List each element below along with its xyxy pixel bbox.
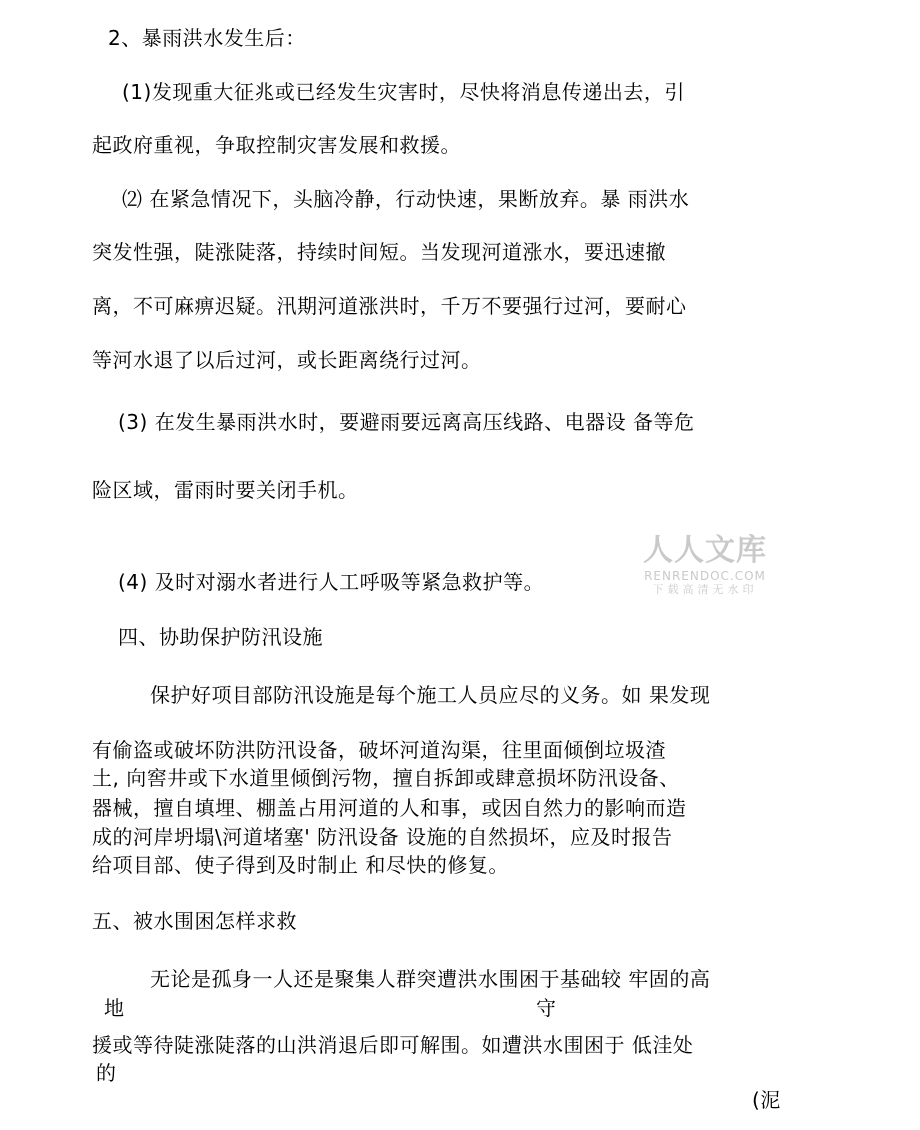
- text-line-1: 2、暴雨洪水发生后：: [108, 26, 306, 50]
- text-line-19: 无论是孤身一人还是聚集人群突遭洪水围困于基础较 牢固的高: [150, 967, 711, 991]
- text-line-8: (3) 在发生暴雨洪水时，要避雨要远离高压线路、电器设 备等危: [118, 410, 695, 434]
- text-line-10: (4) 及时对溺水者进行人工呼吸等紧急救护等。: [118, 570, 545, 594]
- text-fragment-shou: 守: [536, 996, 557, 1020]
- section-heading-5: 五、被水围困怎样求救: [92, 909, 297, 933]
- text-line-7: 等河水退了以后过河，或长距离绕行过河。: [92, 348, 482, 372]
- text-line-6: 离，不可麻痹迟疑。汛期河道涨洪时，千万不要强行过河，要耐心: [92, 294, 687, 318]
- text-line-3: 起政府重视，争取控制灾害发展和救援。: [92, 133, 461, 157]
- text-fragment-de: 的: [96, 1061, 117, 1085]
- text-line-17: 给项目部、使子得到及时制止 和尽快的修复。: [92, 853, 509, 877]
- section-heading-4: 四、协助保护防汛设施: [118, 625, 323, 649]
- watermark-slogan: 下载高清无水印: [652, 583, 758, 596]
- text-line-16: 成的河岸坍塌\河道堵塞' 防汛设备 设施的自然损坏，应及时报告: [92, 825, 673, 849]
- text-line-4: ⑵ 在紧急情况下，头脑冷静，行动快速，果断放弃。暴 雨洪水: [122, 187, 690, 211]
- watermark-logo: [630, 533, 780, 597]
- text-line-15: 器械，擅自填埋、棚盖占用河道的人和事，或因自然力的影响而造: [92, 796, 687, 820]
- text-fragment-ni: (泥: [752, 1088, 781, 1112]
- watermark-title: 人人文库: [643, 533, 767, 568]
- text-line-13: 有偷盗或破坏防洪防汛设备，破坏河道沟渠，往里面倾倒垃圾渣: [92, 738, 666, 762]
- watermark-domain: RENRENDOC.COM: [644, 569, 766, 583]
- text-line-22: 援或等待陡涨陡落的山洪消退后即可解围。如遭洪水围困于 低洼处: [92, 1033, 694, 1057]
- text-line-12: 保护好项目部防汛设施是每个施工人员应尽的义务。如 果发现: [150, 683, 711, 707]
- text-line-2: (1)发现重大征兆或已经发生灾害时，尽快将消息传递出去，引: [122, 80, 685, 104]
- text-line-5: 突发性强，陡涨陡落，持续时间短。当发现河道涨水，要迅速撤: [92, 240, 666, 264]
- text-line-14: 土, 向窖井或下水道里倾倒污物，擅自拆卸或肆意损坏防汛设备、: [92, 766, 680, 790]
- text-line-9: 险区域，雷雨时要关闭手机。: [92, 478, 359, 502]
- text-fragment-di: 地: [104, 996, 125, 1020]
